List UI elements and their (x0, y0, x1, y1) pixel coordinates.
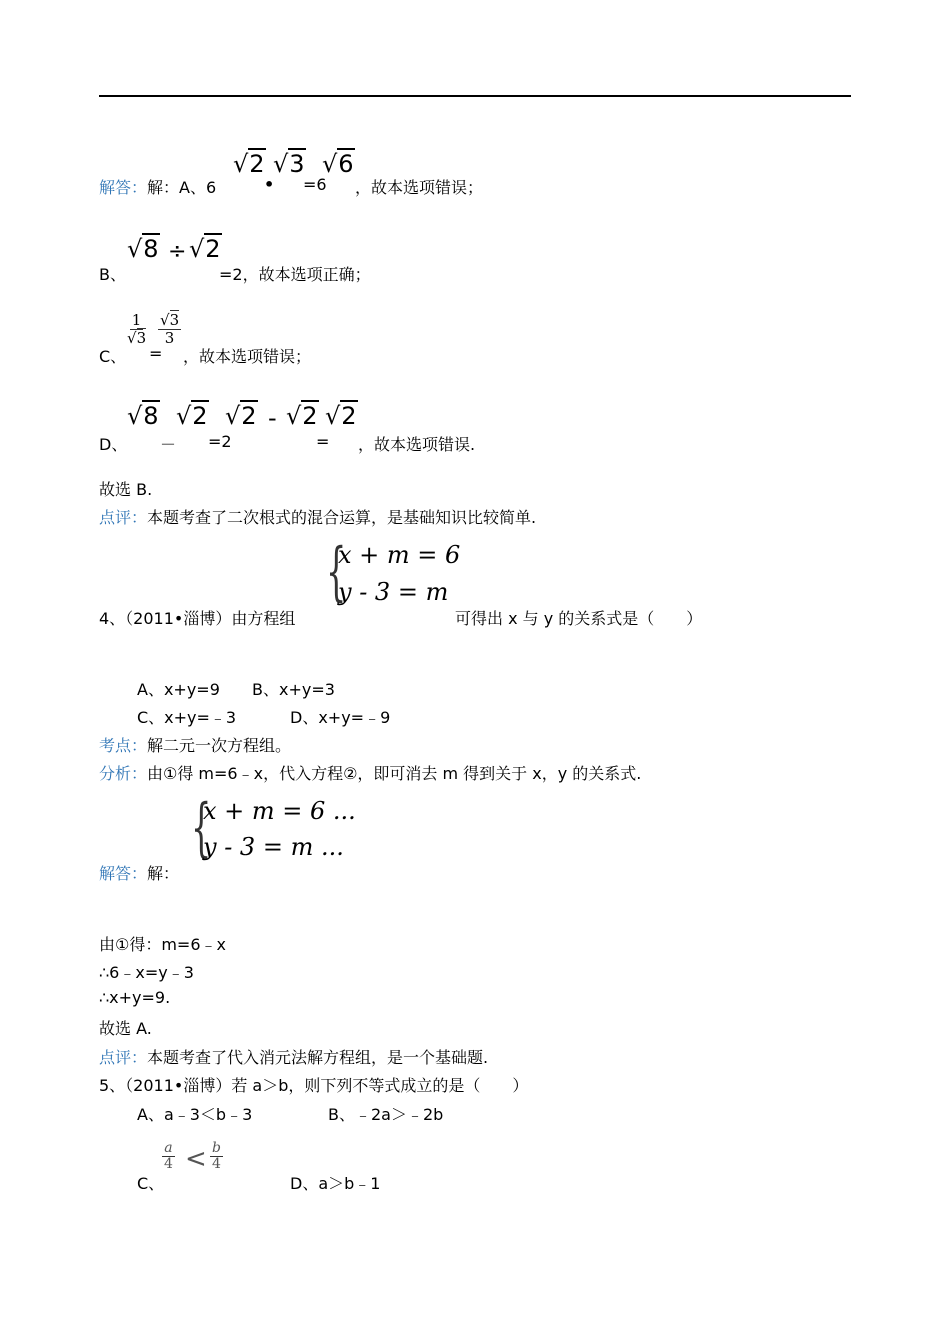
minus-sign-d: - (268, 404, 277, 432)
top-rule (99, 95, 851, 97)
solution-equation-1: x + m = 6 ... (203, 797, 356, 825)
less-than-sign: < (185, 1144, 207, 1174)
option-4d: D、x+y=﹣9 (290, 708, 391, 727)
equation-2: y - 3 = m (338, 578, 449, 606)
answer-c-eq: = (149, 344, 163, 363)
kaodian-label: 考点： (99, 736, 148, 755)
answer-a-eq: =6 (303, 175, 327, 194)
sqrt-8-b: √8 (127, 235, 159, 263)
question-4-stem-end: 可得出 x 与 y 的关系式是（ ） (455, 609, 703, 628)
sqrt-2-d4: √2 (325, 402, 357, 430)
answer-c-end: ，故本选项错误； (183, 347, 312, 366)
answer-a-text: 解：A、6 (147, 178, 217, 197)
answer-d-eq2: =2 (208, 432, 232, 451)
fraction-one-over-sqrt3: $\frac{1}{√3}$ (127, 311, 147, 347)
option-5c-prefix: C、 (137, 1174, 165, 1193)
option-5d: D、a＞b﹣1 (290, 1174, 381, 1193)
brace-q4: { (326, 535, 347, 609)
option-4b: B、x+y=3 (252, 680, 335, 699)
question-5-stem: 5、（2011•淄博）若 a＞b，则下列不等式成立的是（ ） (99, 1076, 529, 1095)
sqrt-2-a: √2 (233, 150, 265, 178)
brace-solution: { (191, 791, 212, 865)
sqrt-6-a: √6 (322, 150, 354, 178)
fenxi-label: 分析： (99, 764, 148, 783)
choose-a: 故选 A. (99, 1019, 152, 1038)
sqrt-3-a: √3 (273, 150, 305, 178)
answer-d-end: ，故本选项错误. (358, 435, 476, 454)
answer-b-prefix: B、 (99, 265, 126, 284)
fraction-a-over-4: $\frac{a}{4}$ (164, 1140, 173, 1173)
sqrt-2-b: √2 (189, 235, 221, 263)
answer-a-end: ，故本选项错误； (355, 178, 484, 197)
option-5b: B、﹣2a＞﹣2b (328, 1105, 444, 1124)
answer-b-end: =2，故本选项正确； (219, 265, 371, 284)
answer-d-prefix: D、 (99, 435, 128, 454)
comment-q4: 本题考查了代入消元法解方程组，是一个基础题. (147, 1048, 489, 1067)
solution-equation-2: y - 3 = m ... (203, 833, 344, 861)
sqrt-8-d: √8 (127, 402, 159, 430)
answer-c-prefix: C、 (99, 347, 127, 366)
sqrt-2-d3: √2 (286, 402, 318, 430)
fraction-sqrt3-over-3: $\frac{√3}{3}$ (160, 311, 180, 347)
choose-b: 故选 B. (99, 480, 153, 499)
question-4-stem: 4、（2011•淄博）由方程组 (99, 609, 296, 628)
step-1: 由①得：m=6﹣x (99, 935, 226, 954)
answer-label-q3: 解答： (99, 178, 148, 197)
fenxi-text: 由①得 m=6﹣x，代入方程②，即可消去 m 得到关于 x，y 的关系式. (147, 764, 642, 783)
answer-d-eq: = (316, 432, 330, 451)
kaodian-text: 解二元一次方程组。 (147, 736, 292, 755)
sqrt-2-d2: √2 (225, 402, 257, 430)
fraction-b-over-4: $\frac{b}{4}$ (212, 1140, 221, 1173)
equation-1: x + m = 6 (338, 541, 461, 569)
option-4c: C、x+y=﹣3 (137, 708, 237, 727)
comment-q3: 本题考查了二次根式的混合运算，是基础知识比较简单. (147, 508, 537, 527)
step-2: ∴6﹣x=y﹣3 (99, 963, 194, 982)
step-3: ∴x+y=9. (99, 988, 171, 1007)
option-5a: A、a﹣3＜b﹣3 (137, 1105, 253, 1124)
dot-operator: • (264, 175, 275, 194)
divide-sign: ÷ (168, 239, 187, 264)
comment-label-q4: 点评： (99, 1048, 148, 1067)
answer-d-minus: － (160, 435, 177, 454)
answer-label-q4: 解答： (99, 864, 148, 883)
option-4a: A、x+y=9 (137, 680, 220, 699)
comment-label-q3: 点评： (99, 508, 148, 527)
answer-jie: 解： (147, 864, 180, 883)
sqrt-2-d1: √2 (176, 402, 208, 430)
